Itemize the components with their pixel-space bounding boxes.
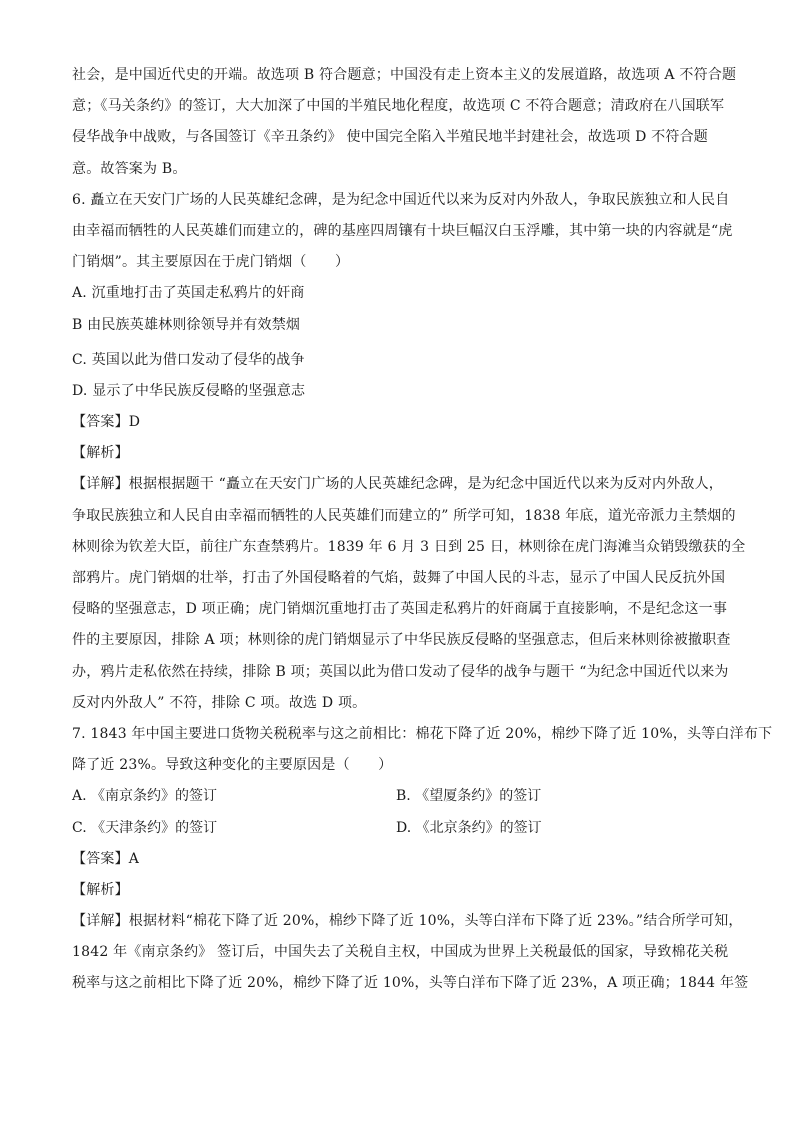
option-d: D. 显示了中华民族反侵略的坚强意志 bbox=[72, 382, 306, 399]
text-line: 社会，是中国近代史的开端。故选项 B 符合题意；中国没有走上资本主义的发展道路，故选项 A 不符合题 bbox=[72, 67, 737, 83]
option-row bbox=[72, 781, 722, 812]
question-stem-line: 6. 矗立在天安门广场的人民英雄纪念碑，是为纪念中国近代以来为反对内外敌人，争取民族独立和人民自 bbox=[72, 191, 730, 208]
detail-line: 争取民族独立和人民自由幸福而牺牲的人民英雄们而建立的” 所学可知，1838 年底，道光帝派力主禁烟的 bbox=[72, 507, 736, 524]
detail-line: 税率与这之前相比下降了近 20%，棉纱下降了近 10%，头等白洋布下降了近 23%，A 项正确；1844 年签 bbox=[72, 975, 749, 992]
answer-label: 【答案】A bbox=[72, 850, 140, 867]
text-line: 侵华战争中战败，与各国签订《辛丑条约》 使中国完全陷入半殖民地半封建社会，故选项 D 不符合题 bbox=[72, 129, 708, 146]
option-b: B 由民族英雄林则徐领导并有效禁烟 bbox=[72, 316, 301, 333]
analysis-label: 【解析】 bbox=[72, 445, 129, 462]
question-6 bbox=[72, 185, 746, 719]
option-a: A. 沉重地打击了英国走私鸦片的奸商 bbox=[72, 285, 305, 302]
q5-explanation-tail bbox=[72, 60, 737, 185]
detail-line: 办，鸦片走私依然在持续，排除 B 项；英国以此为借口发动了侵华的战争与题干 “为纪念中国近代以来为 bbox=[72, 663, 729, 680]
question-7 bbox=[72, 719, 773, 1000]
option-d: D. 《北京条约》的签订 bbox=[396, 819, 542, 836]
detail-line: 1842 年《南京条约》 签订后，中国失去了关税自主权，中国成为世界上关税最低的国家，导致棉花关税 bbox=[72, 944, 729, 961]
detail-line: 【详解】根据根据题干 “矗立在天安门广场的人民英雄纪念碑，是为纪念中国近代以来为反对内外敌人， bbox=[72, 476, 724, 493]
detail-line: 林则徐为钦差大臣，前往广东查禁鸦片。1839 年 6 月 3 日到 25 日，林则徐在虎门海滩当众销毁缴获的全 bbox=[72, 538, 746, 555]
answer-label: 【答案】D bbox=[72, 414, 141, 431]
question-stem-line: 门销烟”。其主要原因在于虎门销烟（ ） bbox=[72, 254, 350, 271]
option-b: B. 《望厦条约》的签订 bbox=[396, 788, 542, 805]
detail-line: 【详解】根据材料“棉花下降了近 20%，棉纱下降了近 10%，头等白洋布下降了近 23%。”结合所学可知， bbox=[72, 913, 743, 930]
analysis-label: 【解析】 bbox=[72, 881, 129, 898]
text-line: 意。故答案为 B。 bbox=[72, 160, 187, 177]
detail-line: 侵略的坚强意志，D 项正确；虎门销烟沉重地打击了英国走私鸦片的奸商属于直接影响，不是纪念这一事 bbox=[72, 601, 728, 618]
option-a: A. 《南京条约》的签订 bbox=[72, 788, 218, 805]
option-c: C. 《天津条约》的签订 bbox=[72, 819, 218, 836]
option-c: C. 英国以此为借口发动了侵华的战争 bbox=[72, 351, 305, 368]
detail-line: 件的主要原因，排除 A 项；林则徐的虎门销烟显示了中华民族反侵略的坚强意志，但后来林则徐被撤职查 bbox=[72, 632, 731, 649]
detail-line: 部鸦片。虎门销烟的壮举，打击了外国侵略着的气焰，鼓舞了中国人民的斗志，显示了中国人民反抗外国 bbox=[72, 570, 726, 586]
question-stem-line: 降了近 23%。导致这种变化的主要原因是（ ） bbox=[72, 757, 393, 774]
question-stem-line: 7. 1843 年中国主要进口货物关税税率与这之前相比：棉花下降了近 20%，棉纱下降了近 10%，头等白洋布下 bbox=[72, 725, 773, 742]
option-row bbox=[72, 813, 722, 844]
document-page bbox=[72, 60, 773, 1000]
text-line: 意；《马关条约》的签订，大大加深了中国的半殖民地化程度，故选项 C 不符合题意；清政府在八国联军 bbox=[72, 98, 725, 115]
question-stem-line: 由幸福而牺牲的人民英雄们而建立的，碑的基座四周镶有十块巨幅汉白玉浮雕，其中第一块的内容就是“虎 bbox=[72, 222, 733, 239]
detail-line: 反对内外敌人” 不符，排除 C 项。故选 D 项。 bbox=[72, 694, 367, 711]
